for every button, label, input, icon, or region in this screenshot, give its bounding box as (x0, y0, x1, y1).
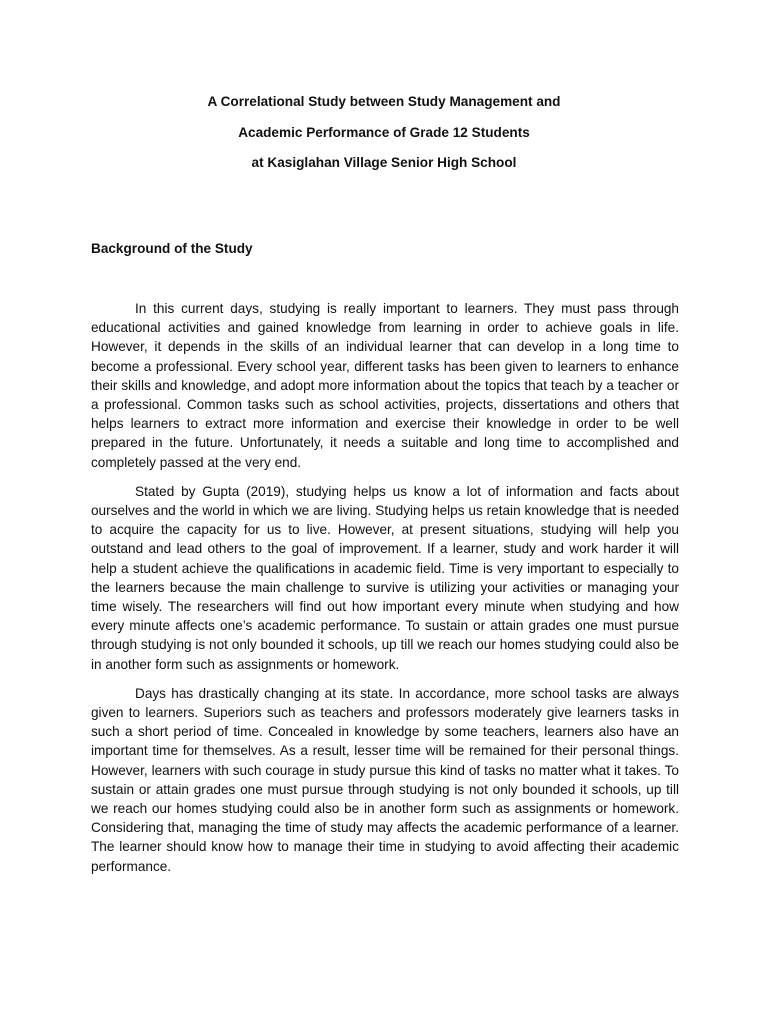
paragraph-2: Stated by Gupta (2019), studying helps us know a lot of information and facts about ourselves and the world in which we are living. Studying helps us retain knowledge that is needed to acquire the capacity for us to live. However, at present situations, studying will help you outstand and lead others to the goal of improvement. If a learner, study and work harder it will help a student achieve the qualifications in academic field. Time is very important to especially to the learners because the main challenge to survive is utilizing your activities or managing your time wisely. The researchers will find out how important every minute when studying and how every minute affects one’s academic performance. To sustain or attain grades one must pursue through studying is not only bounded it schools, up till we reach our homes studying could also be in another form such as assignments or homework. (91, 483, 679, 672)
document-title (0, 92, 768, 184)
title-line-1: A Correlational Study between Study Management and (207, 94, 561, 109)
section-heading: Background of the Study (91, 241, 253, 256)
title-line-2: Academic Performance of Grade 12 Students (238, 124, 530, 140)
body-text (91, 299, 679, 876)
paragraph-3: Days has drastically changing at its state. In accordance, more school tasks are always given to learners. Superiors such as teachers and professors moderately give learners tasks in such a short period of time. Concealed in knowledge by some teachers, learners also have an important time for themselves. As a result, lesser time will be remained for their personal things. However, learners with such courage in study pursue this kind of tasks no matter what it takes. To sustain or attain grades one must pursue through studying is not only bounded it schools, up till we reach our homes studying could also be in another form such as assignments or homework. Considering that, managing the time of study may affects the academic performance of a learner. The learner should know how to manage their time in studying to avoid affecting their academic performance. (91, 685, 679, 874)
paragraph-1: In this current days, studying is really important to learners. They must pass through educational activities and gained knowledge from learning in order to achieve goals in life. However, it depends in the skills of an individual learner that can develop in a long time to become a professional. Every school year, different tasks has been given to learners to enhance their skills and knowledge, and adopt more information about the topics that teach by a teacher or a professional. Common tasks such as school activities, projects, dissertations and others that helps learners to extract more information and exercise their knowledge in order to be well prepared in the future. Unfortunately, it needs a suitable and long time to accomplished and completely passed at the very end. (91, 301, 679, 470)
title-line-3: at Kasiglahan Village Senior High School (251, 155, 517, 170)
